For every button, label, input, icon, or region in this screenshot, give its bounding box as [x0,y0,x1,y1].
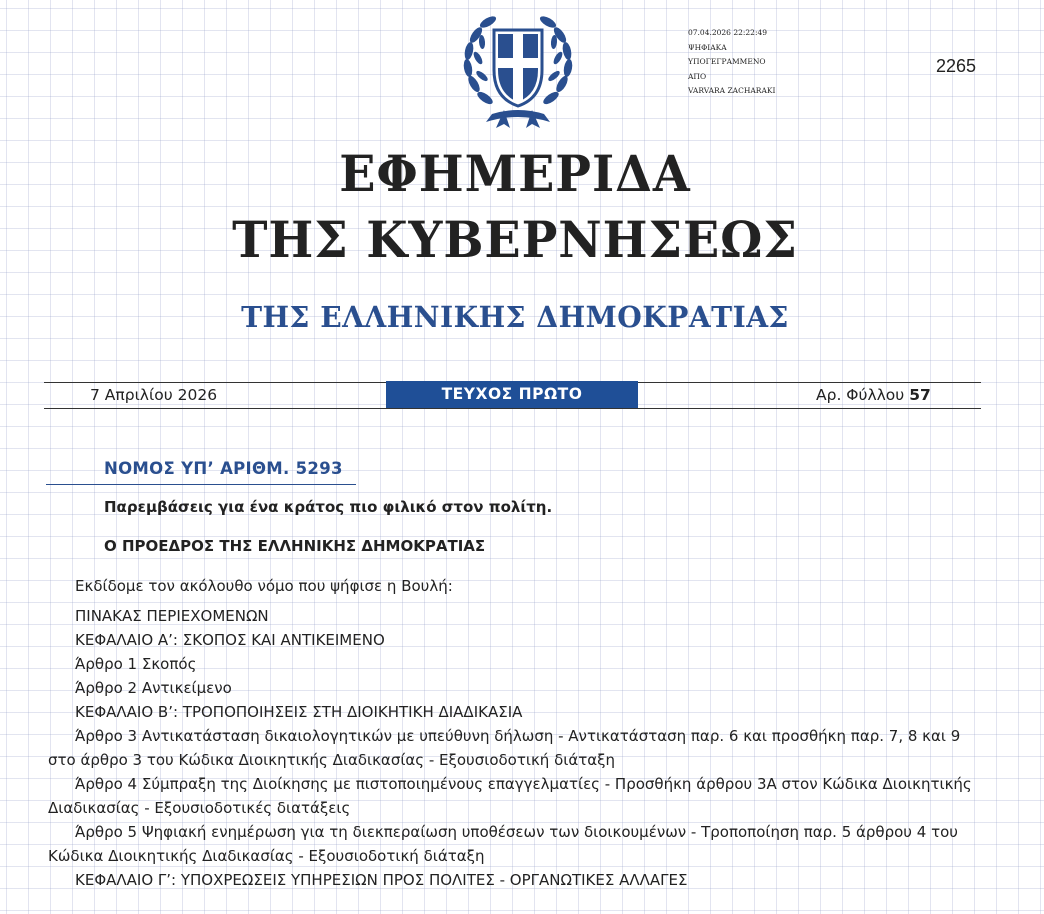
issue-label-badge: ΤΕΥΧΟΣ ΠΡΩΤΟ [386,381,638,408]
toc-item: Άρθρο 1 Σκοπός [75,655,197,673]
greek-coat-of-arms-icon [452,6,584,130]
signature-line: ΥΠΟΓΕΓΡΑΜΜΕΝΟ [688,57,766,66]
document-body [48,574,983,892]
law-title-underline [46,484,356,485]
president-heading: Ο ΠΡΟΕΔΡΟΣ ΤΗΣ ΕΛΛΗΝΙΚΗΣ ΔΗΜΟΚΡΑΤΙΑΣ [104,537,486,555]
page-number: 2265 [936,56,977,76]
masthead-title-line-2: ΤΗΣ ΚΥΒΕΡΝΗΣΕΩΣ [232,210,798,269]
toc-item: Άρθρο 3 Αντικατάσταση δικαιολογητικών με υπεύθυνη δήλωση - Αντικατάσταση παρ. 6 και προσθήκη παρ. 7, 8 και 9 στο άρθρο 3 του Κώδικα Διοικητικής Διαδικασίας - Εξουσιοδοτική διάταξη [48,727,961,769]
toc-item: ΚΕΦΑΛΑΙΟ Α’: ΣΚΟΠΟΣ ΚΑΙ ΑΝΤΙΚΕΙΜΕΝΟ [75,631,385,649]
issue-date: 7 Απριλίου 2026 [90,386,218,404]
toc-item: Άρθρο 5 Ψηφιακή ενημέρωση για τη διεκπεραίωση υποθέσεων των διοικουμένων - Τροποποίηση παρ. 5 άρθρου 4 του Κώδικα Διοικητικής Διαδικασίας - Εξουσιοδοτική διάταξη [48,823,958,865]
sheet-number-value: 57 [909,386,931,404]
signature-line: ΨΗΦΙΑΚΑ [688,42,727,52]
sheet-number [816,386,931,404]
masthead-title-line-1: ΕΦΗΜΕΡΙΔΑ [339,144,691,203]
masthead-subtitle: ΤΗΣ ΕΛΛΗΝΙΚΗΣ ΔΗΜΟΚΡΑΤΙΑΣ [241,300,789,334]
divider [44,408,981,409]
sheet-label: Αρ. Φύλλου [816,386,905,404]
signature-name: VARVARA ZACHARAKI [688,86,776,95]
toc-item: Άρθρο 2 Αντικείμενο [75,679,232,697]
toc-item: Άρθρο 4 Σύμπραξη της Διοίκησης με πιστοποιημένους επαγγελματίες - Προσθήκη άρθρου 3Α στον Κώδικα Διοικητικής Διαδικασίας - Εξουσιοδοτικές διατάξεις [48,775,972,817]
intro-paragraph: Εκδίδομε τον ακόλουθο νόμο που ψήφισε η Βουλή: [75,577,453,595]
toc-item: ΚΕΦΑΛΑΙΟ Γ’: ΥΠΟΧΡΕΩΣΕΙΣ ΥΠΗΡΕΣΙΩΝ ΠΡΟΣ ΠΟΛΙΤΕΣ - ΟΡΓΑΝΩΤΙΚΕΣ ΑΛΛΑΓΕΣ [75,871,688,889]
signature-line: ΑΠΟ [688,71,707,81]
law-title: ΝΟΜΟΣ ΥΠ’ ΑΡΙΘΜ. 5293 [104,459,343,478]
law-subtitle: Παρεμβάσεις για ένα κράτος πιο φιλικό στον πολίτη. [104,498,553,516]
toc-heading: ΠΙΝΑΚΑΣ ΠΕΡΙΕΧΟΜΕΝΩΝ [75,607,269,625]
toc-item: ΚΕΦΑΛΑΙΟ Β’: ΤΡΟΠΟΠΟΙΗΣΕΙΣ ΣΤΗ ΔΙΟΙΚΗΤΙΚΗ ΔΙΑΔΙΚΑΣΙΑ [75,703,523,721]
digital-signature [688,26,775,99]
signature-datetime: 07.04.2026 22:22:49 [688,28,768,37]
